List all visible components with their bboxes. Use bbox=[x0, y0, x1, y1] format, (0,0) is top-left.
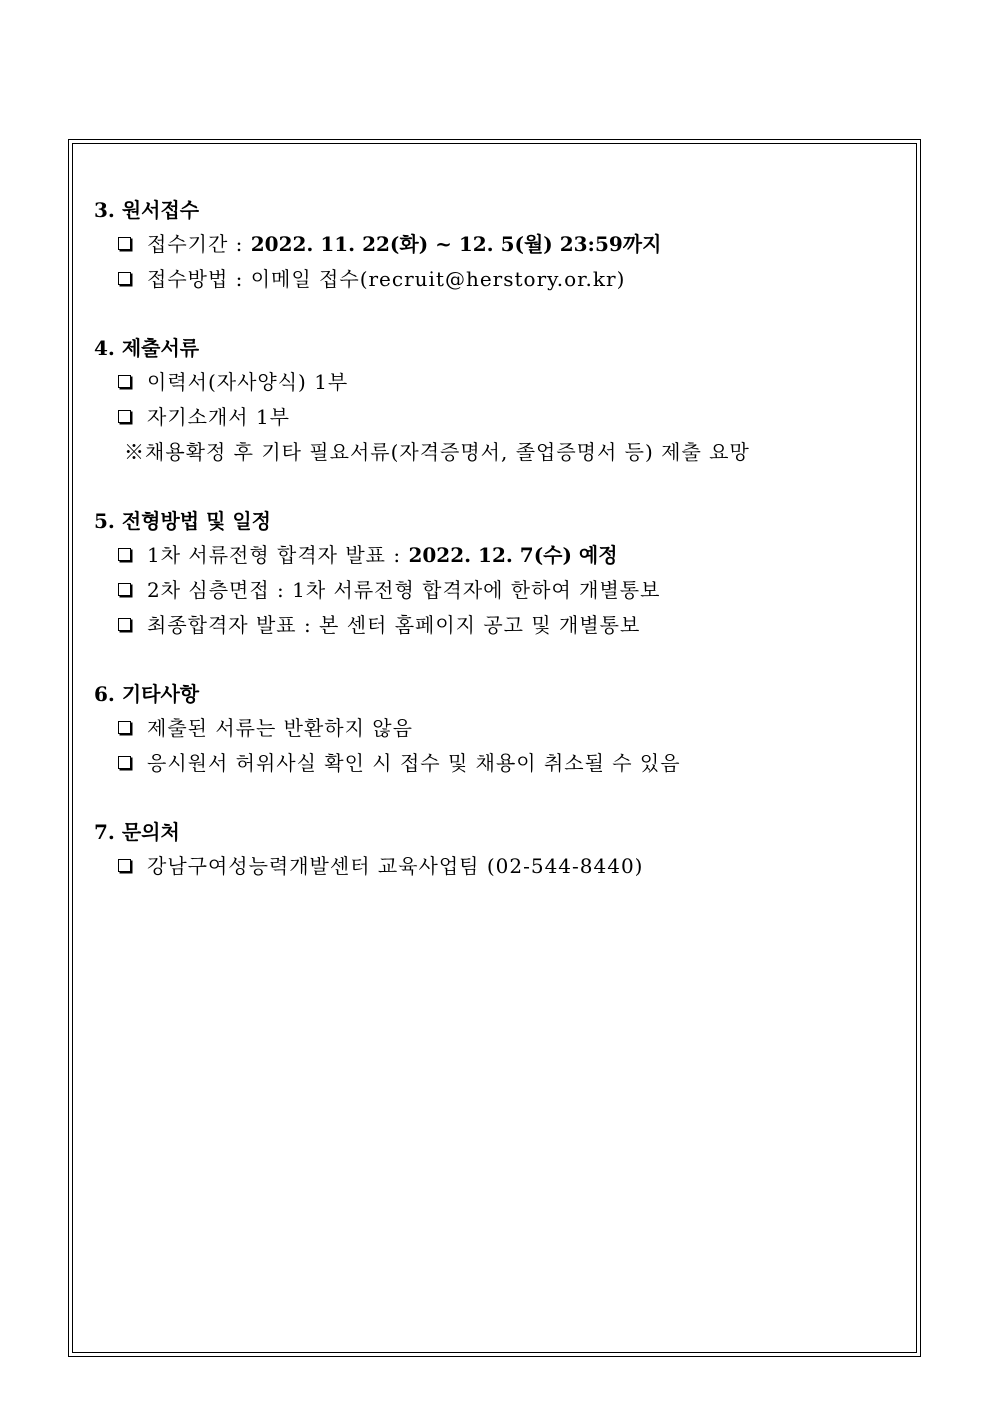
section-other bbox=[94, 677, 894, 781]
checkbox-icon bbox=[118, 410, 131, 423]
list-item bbox=[94, 711, 894, 746]
list-item bbox=[94, 746, 894, 781]
list-item bbox=[94, 849, 894, 884]
list-item bbox=[94, 262, 894, 297]
section-title: 7. 문의처 bbox=[94, 820, 180, 844]
checkbox-icon bbox=[118, 721, 131, 734]
section-documents bbox=[94, 331, 894, 470]
list-item bbox=[94, 400, 894, 435]
item-label: 2차 심층면접 : 1차 서류전형 합격자에 한하여 개별통보 bbox=[147, 578, 661, 602]
item-label: 최종합격자 발표 : 본 센터 홈페이지 공고 및 개별통보 bbox=[147, 613, 641, 637]
checkbox-icon bbox=[118, 583, 131, 596]
checkbox-icon bbox=[118, 548, 131, 561]
note-text: ※채용확정 후 기타 필요서류(자격증명서, 졸업증명서 등) 제출 요망 bbox=[124, 440, 750, 464]
list-item bbox=[94, 365, 894, 400]
section-title: 4. 제출서류 bbox=[94, 336, 200, 360]
section-contact bbox=[94, 815, 894, 884]
item-label: 제출된 서류는 반환하지 않음 bbox=[147, 716, 413, 740]
section-application bbox=[94, 193, 894, 297]
checkbox-icon bbox=[118, 375, 131, 388]
item-label: 접수방법 : 이메일 접수(recruit@herstory.or.kr) bbox=[147, 267, 626, 291]
checkbox-icon bbox=[118, 756, 131, 769]
item-value: 2022. 11. 22(화) ~ 12. 5(월) 23:59까지 bbox=[250, 232, 662, 256]
list-item bbox=[94, 573, 894, 608]
list-item bbox=[94, 227, 894, 262]
item-label: 1차 서류전형 합격자 발표 : bbox=[147, 543, 409, 567]
document-content bbox=[94, 193, 894, 918]
item-value: 2022. 12. 7(수) 예정 bbox=[408, 543, 618, 567]
item-label: 응시원서 허위사실 확인 시 접수 및 채용이 취소될 수 있음 bbox=[147, 751, 681, 775]
section-title: 3. 원서접수 bbox=[94, 198, 200, 222]
section-title: 6. 기타사항 bbox=[94, 682, 200, 706]
section-title: 5. 전형방법 및 일정 bbox=[94, 509, 272, 533]
section-selection bbox=[94, 504, 894, 643]
list-item bbox=[94, 538, 894, 573]
checkbox-icon bbox=[118, 859, 131, 872]
checkbox-icon bbox=[118, 618, 131, 631]
item-label: 강남구여성능력개발센터 교육사업팀 (02-544-8440) bbox=[147, 854, 644, 878]
item-label: 이력서(자사양식) 1부 bbox=[147, 370, 349, 394]
item-label: 접수기간 : bbox=[147, 232, 251, 256]
item-label: 자기소개서 1부 bbox=[147, 405, 291, 429]
list-item bbox=[94, 608, 894, 643]
checkbox-icon bbox=[118, 272, 131, 285]
checkbox-icon bbox=[118, 237, 131, 250]
